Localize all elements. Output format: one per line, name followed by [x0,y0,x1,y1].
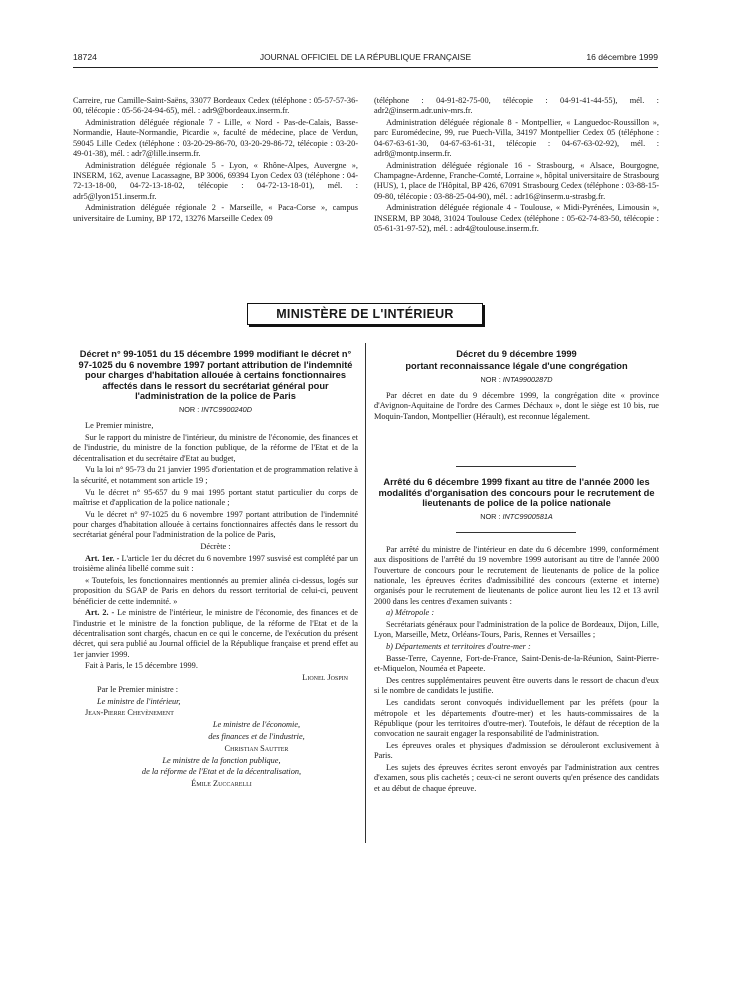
text-paragraph: Administration déléguée régionale 7 - Lille, « Nord - Pas-de-Calais, Basse-Normandie, Haute-Normandie, Picardie », faculté de médecine, place de Verdun, 59045 Lille Cedex (téléphone : 03-20-29-86-70, 03-20-29-86-72, télécopie : 03-20-49-01-38), mél. : adr7@lille.inserm.fr. [73,118,358,158]
article-2-text: Le ministre de l'intérieur, le ministre de l'économie, des finances et de l'industrie et le ministre de la fonction publique, de la réforme de l'Etat et de la décentralisation sont chargés, chacun en ce qui le concerne, de l'exécution du présent décret, qui sera publié au Journal officiel de la République française et prend effet au 1er janvier 1999. [73,608,358,659]
section-separator [456,466,576,467]
text-paragraph: Administration déléguée régionale 16 - Strasbourg, « Alsace, Bourgogne, Champagne-Ardenne, Franche-Comté, Lorraine », hôpital universitaire de Strasbourg (HUS), 1, place de l'Hôpital, BP 426, 67091 Strasbourg Cedex (téléphone : 03-88-15-09-80, télécopie : 03-88-25-04-90), mél. : adr16@inserm.u-strasbg.fr. [374,160,659,201]
article-1-text: L'article 1er du décret du 6 novembre 1997 susvisé est complété par un troisième alinéa libellé comme suit : [73,553,359,574]
nor-label: NOR : [480,374,501,384]
decree-subtitle: portant reconnaissance légale d'une congrégation [405,361,628,372]
nor-code: INTA9900287D [502,374,553,384]
issue-date: 16 décembre 1999 [586,52,658,62]
arrete-paragraph: Les sujets des épreuves écrites seront envoyés par l'administration aux centres d'examen, sous plis cachetés ; ceux-ci ne seront ouverts qu'en présence des candidats et au début de chaque épreuve. [374,763,659,793]
article-2-label: Art. 2. - [85,608,115,618]
nor-reference [73,405,358,415]
article-1 [73,554,358,575]
by-pm-line: Par le Premier ministre : [97,684,179,694]
text-paragraph: (téléphone : 04-91-82-75-00, télécopie : 04-91-41-44-55), mél. : adr2@inserm.adr.univ-mrs.fr. [374,96,659,116]
minister-interior-name: Jean-Pierre Chevènement [85,708,174,718]
arrete-paragraph: Les épreuves orales et physiques d'admission se dérouleront exclusivement à Paris. [374,740,659,761]
visa-paragraph: Vu la loi n° 95-73 du 21 janvier 1995 d'orientation et de programmation relative à la sécurité, et notamment son article 19 ; [73,465,358,485]
pm-signature: Lionel Jospin [302,673,348,683]
minister-fp-title-2: de la réforme de l'Etat et de la décentralisation, [141,767,302,777]
section-separator [456,532,576,533]
minister-interior-title: Le ministre de l'intérieur, [97,696,181,706]
opening-line: Le Premier ministre, [85,421,154,431]
decrete-line: Décrète : [200,542,231,552]
visa-paragraph: Vu le décret n° 97-1025 du 6 novembre 1997 portant attribution de l'indemnité pour charges d'habitation allouée à certains fonctionnaires affectés dans le ressort du secrétariat général pour l'administration de la police de Paris, [73,509,358,540]
decree-title: Décret du 9 décembre 1999 [456,349,577,359]
visa-paragraph: Vu le décret n° 95-657 du 9 mai 1995 portant statut particulier du corps de maîtrise et d'application de la police nationale ; [73,487,358,507]
text-paragraph: Administration déléguée régionale 5 - Lyon, « Rhône-Alpes, Auvergne », INSERM, 162, avenue Lacassagne, BP 3006, 69394 Lyon Cedex 03 (téléphone : 04-72-13-18-00, 04-72-13-18-02, télécopie : 04-72-13-18-01), mél. : adr5@lyon151.inserm.fr. [73,160,358,201]
list-text-a: Secrétariats généraux pour l'administration de la police de Bordeaux, Dijon, Lille, Lyon, Marseille, Metz, Orléans-Tours, Paris, Rennes et Versailles ; [374,620,659,640]
arrete-title: Arrêté du 6 décembre 1999 fixant au titre de l'année 2000 les modalités d'organisation des concours pour le recrutement de lieutenants de police de la police nationale [378,477,655,509]
nor-label: NOR : [178,404,200,414]
arrete-lieutenants [374,477,659,795]
article-1-quote: « Toutefois, les fonctionnaires mentionnés au premier alinéa ci-dessus, logés sur proposition du SGAP de Paris en dehors du ressort territorial de celui-ci, peuvent bénéficier de cette indemnité. » [73,575,358,606]
list-label-b: b) Départements et territoires d'outre-mer : [386,642,531,652]
decree-title: Décret n° 99-1051 du 15 décembre 1999 modifiant le décret n° 97-1025 du 6 novembre 1997 portant attribution de l'indemnité pour charges d'habitation allouée à certains fonctionnaires affectés dans le ressort du secrétariat général pour l'administration de la police de Paris [78,349,353,402]
arrete-paragraph: Des centres supplémentaires peuvent être ouverts dans le ressort de chacun d'eux si le nombre de candidats le justifie. [374,676,659,696]
nor-code: INTC9900581A [502,511,553,521]
list-text-b: Basse-Terre, Cayenne, Fort-de-France, Saint-Denis-de-la-Réunion, Saint-Pierre-et-Miquelon, Nouméa et Papeete. [374,654,659,674]
arrete-intro: Par arrêté du ministre de l'intérieur en date du 6 décembre 1999, conformément aux dispositions de l'arrêté du 19 novembre 1999 autorisant au titre de l'année 2000 l'ouverture de concours pour le recrutement de lieutenants de police de la police nationale, les épreuves écrites d'admissibilité des concours (externe et interne) organisés pour le recrutement de lieutenants de police auront lieu les 12 et 13 avril 2000 dans les centres d'examen suivants : [374,545,659,606]
nor-code: INTC9900240D [201,404,252,414]
minister-economy-title-2: des finances et de l'industrie, [208,732,305,742]
text-paragraph: Administration déléguée régionale 4 - Toulouse, « Midi-Pyrénées, Limousin », INSERM, BP 3048, 31024 Toulouse Cedex (téléphone : 05-62-74-83-50, télécopie : 05-61-31-97-52), mél. : adr4@toulouse.inserm.fr. [374,203,659,234]
minister-economy-title: Le ministre de l'économie, [212,720,301,730]
list-label-a: a) Métropole : [386,608,435,618]
text-paragraph: Administration déléguée régionale 2 - Marseille, « Paca-Corse », campus universitaire de Luminy, BP 172, 13276 Marseille Cedex 09 [73,203,358,223]
text-paragraph: Carreire, rue Camille-Saint-Saëns, 33077 Bordeaux Cedex (téléphone : 05-57-57-36-00, télécopie : 05-56-24-94-65), mél. : adr9@bordeaux.inserm.fr. [73,96,358,116]
nor-label: NOR : [480,511,501,521]
article-1-label: Art. 1er. - [85,553,120,563]
arrete-paragraph: Les candidats seront convoqués individuellement par les préfets (pour la métropole et les départements d'outre-mer) et les hauts-commissaires de la République (pour les territoires d'outre-mer). Toutefois, le défaut de réception de la convocation ne saurait engager la responsabilité de l'administration. [374,698,659,739]
decret-congregation [374,349,659,423]
column-divider [365,343,366,843]
nor-reference [374,512,659,522]
article-2 [73,608,358,659]
minister-fp-name: Émile Zuccarelli [191,779,252,789]
minister-fp-title: Le ministre de la fonction publique, [162,755,281,765]
nor-reference [374,375,659,385]
top-right-column [374,96,659,236]
decret-1051 [73,349,358,791]
text-paragraph: Administration déléguée régionale 8 - Montpellier, « Languedoc-Roussillon », parc Euromédecine, 99, rue Puech-Villa, 34197 Montpellier Cedex 05 (téléphone : 04-67-63-61-30, 04-67-63-61-31, télécopie : 04-67-63-02-92), mél. : adr8@montp.inserm.fr. [374,118,659,158]
header-rule [73,67,658,68]
visa-paragraph: Sur le rapport du ministre de l'intérieur, du ministre de l'économie, des finances et de l'industrie, du ministre de la fonction publique, de la réforme de l'Etat et de la décentralisation et du secrétaire d'Etat au budget, [73,433,358,463]
page-number: 18724 [73,52,97,62]
top-left-column [73,96,358,226]
done-at-line: Fait à Paris, le 15 décembre 1999. [85,661,198,671]
minister-economy-name: Christian Sautter [224,743,289,753]
journal-title: JOURNAL OFFICIEL DE LA RÉPUBLIQUE FRANÇAISE [259,52,472,62]
decree-body: Par décret en date du 9 décembre 1999, la congrégation dite « province d'Avignon-Aquitaine de l'ordre des Carmes Déchaux », dont le siège est 10 bis, rue Moquin-Tandon, Montpellier (Hérault), est reconnue légalement. [374,390,659,421]
ministry-heading: MINISTÈRE DE L'INTÉRIEUR [247,303,483,325]
